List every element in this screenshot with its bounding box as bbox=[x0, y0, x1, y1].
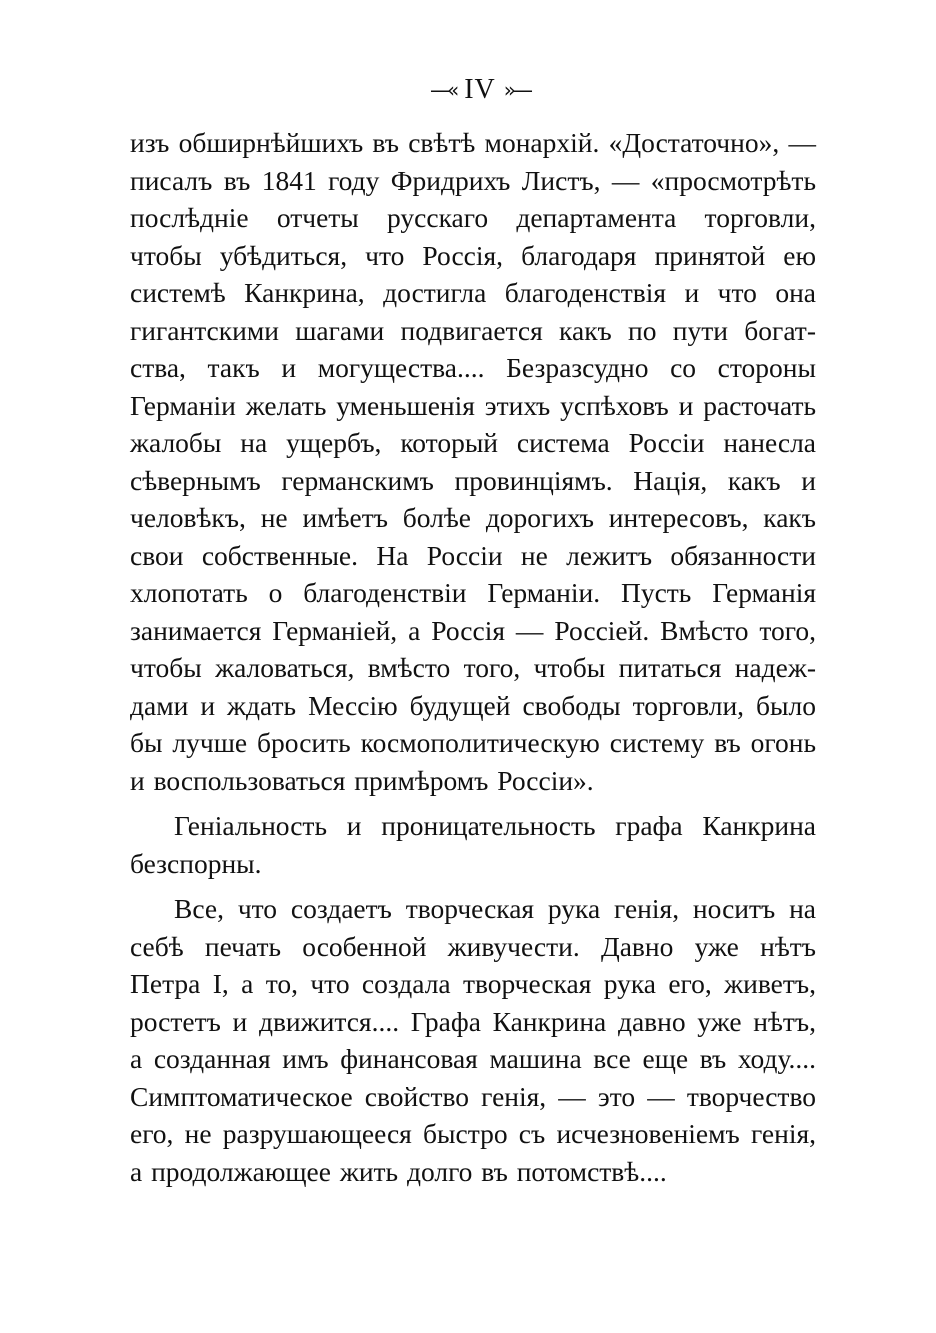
page-number: IV bbox=[464, 74, 496, 105]
page-header bbox=[144, 70, 816, 110]
header-ornament-right: »— bbox=[503, 78, 531, 102]
paragraph-1: изъ обширнѣйшихъ въ свѣтѣ монархій. «Достаточно», — писалъ въ 1841 году Фридрихъ Листъ, — «просмотрѣть послѣдніе отчеты русскаго департамента торговли, чтобы убѣдиться, что Россія, благодаря принятой ею системѣ Канкрина, достигла благоденствія и что она гигантскими шагами подвигается какъ по пути богатства, такъ и могущества.... Безразсудно со стороны Германіи желать уменьшенія этихъ успѣховъ и расточать жалобы на ущербъ, который система Россіи нанесла сѣвернымъ германскимъ провинціямъ. Нація, какъ и человѣкъ, не имѣетъ болѣе дорогихъ интересовъ, какъ свои собственные. На Россіи не лежитъ обязанности хлопотать о благоденствіи Германіи. Пусть Германія занимается Германіей, а Россія — Россіей. Вмѣсто того, чтобы жаловаться, вмѣсто того, чтобы питаться надеждами и ждать Мессію будущей свободы торговли, было бы лучше бросить космополитическую систему въ огонь и воспользоваться примѣромъ Россіи». bbox=[130, 127, 816, 796]
paragraph-2: Геніальность и проницательность графа Канкрина безспорны. bbox=[130, 810, 816, 879]
header-ornament-left: —« bbox=[429, 78, 457, 102]
paragraph-3: Все, что создаетъ творческая рука генія, носитъ на себѣ печать особенной живучести. Давно уже нѣтъ Петра I, а то, что создала творческая рука его, живетъ, ростетъ и движится.... Графа Канкрина давно уже нѣтъ, а созданная имъ финансовая машина все еще въ ходу.... Симптоматическое свойство генія, — это — творчество его, не разрушающееся быстро съ исчезновеніемъ генія, а продолжающее жить долго въ потомствѣ.... bbox=[130, 893, 816, 1187]
